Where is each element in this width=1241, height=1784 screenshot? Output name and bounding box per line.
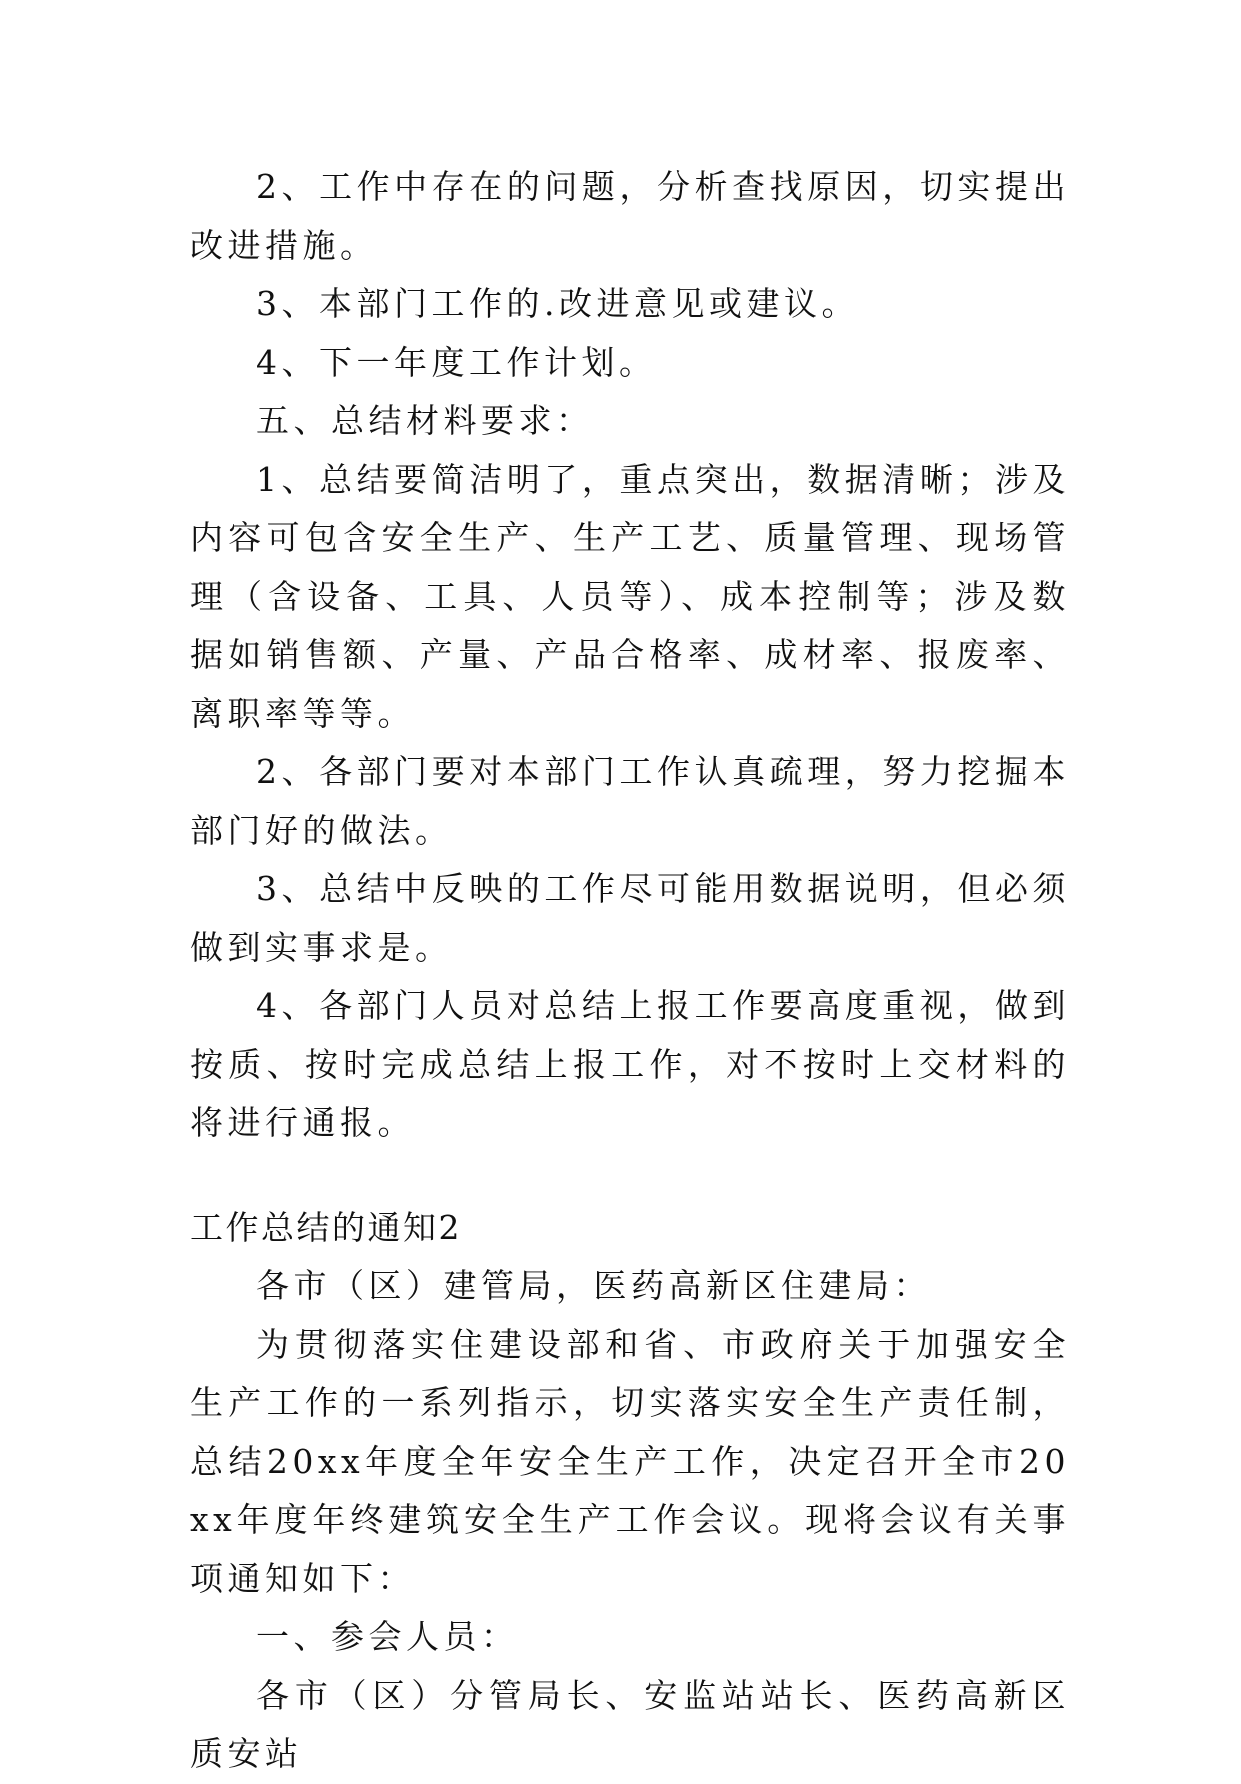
paragraph-purpose: 为贯彻落实住建设部和省、市政府关于加强安全生产工作的一系列指示，切实落实安全生产责任制，总结20xx年度全年安全生产工作，决定召开全市20xx年度年终建筑安全生产工作会议。现将会议有关事项通知如下： [190, 1324, 1070, 1598]
paragraph-item-2-problems: 2、工作中存在的问题，分析查找原因，切实提出改进措施。 [190, 167, 1070, 265]
paragraph-attendees-list: 各市（区）分管局长、安监站站长、医药高新区质安站 [190, 1675, 1070, 1773]
section-title: 工作总结的通知2 [190, 1207, 462, 1247]
paragraph-item-3-suggestions: 3、本部门工作的.改进意见或建议。 [256, 284, 859, 323]
paragraph-attendees-heading: 一、参会人员： [256, 1617, 519, 1656]
paragraph-requirement-4: 4、各部门人员对总结上报工作要高度重视，做到按质、按时完成总结上报工作，对不按时上交材料的将进行通报。 [190, 986, 1070, 1142]
paragraph-requirement-2: 2、各部门要对本部门工作认真疏理，努力挖掘本部门好的做法。 [190, 752, 1070, 850]
document-body [190, 158, 1070, 1784]
paragraph-section-five-heading: 五、总结材料要求： [256, 401, 594, 440]
paragraph-item-4-plan: 4、下一年度工作计划。 [256, 342, 657, 382]
paragraph-requirement-1: 1、总结要简洁明了，重点突出，数据清晰；涉及内容可包含安全生产、生产工艺、质量管理、现场管理（含设备、工具、人员等）、成本控制等；涉及数据如销售额、产量、产品合格率、成材率、报废率、离职率等等。 [190, 459, 1070, 733]
paragraph-addressee: 各市（区）建管局，医药高新区住建局： [256, 1266, 931, 1305]
paragraph-requirement-3: 3、总结中反映的工作尽可能用数据说明，但必须做到实事求是。 [190, 869, 1070, 967]
